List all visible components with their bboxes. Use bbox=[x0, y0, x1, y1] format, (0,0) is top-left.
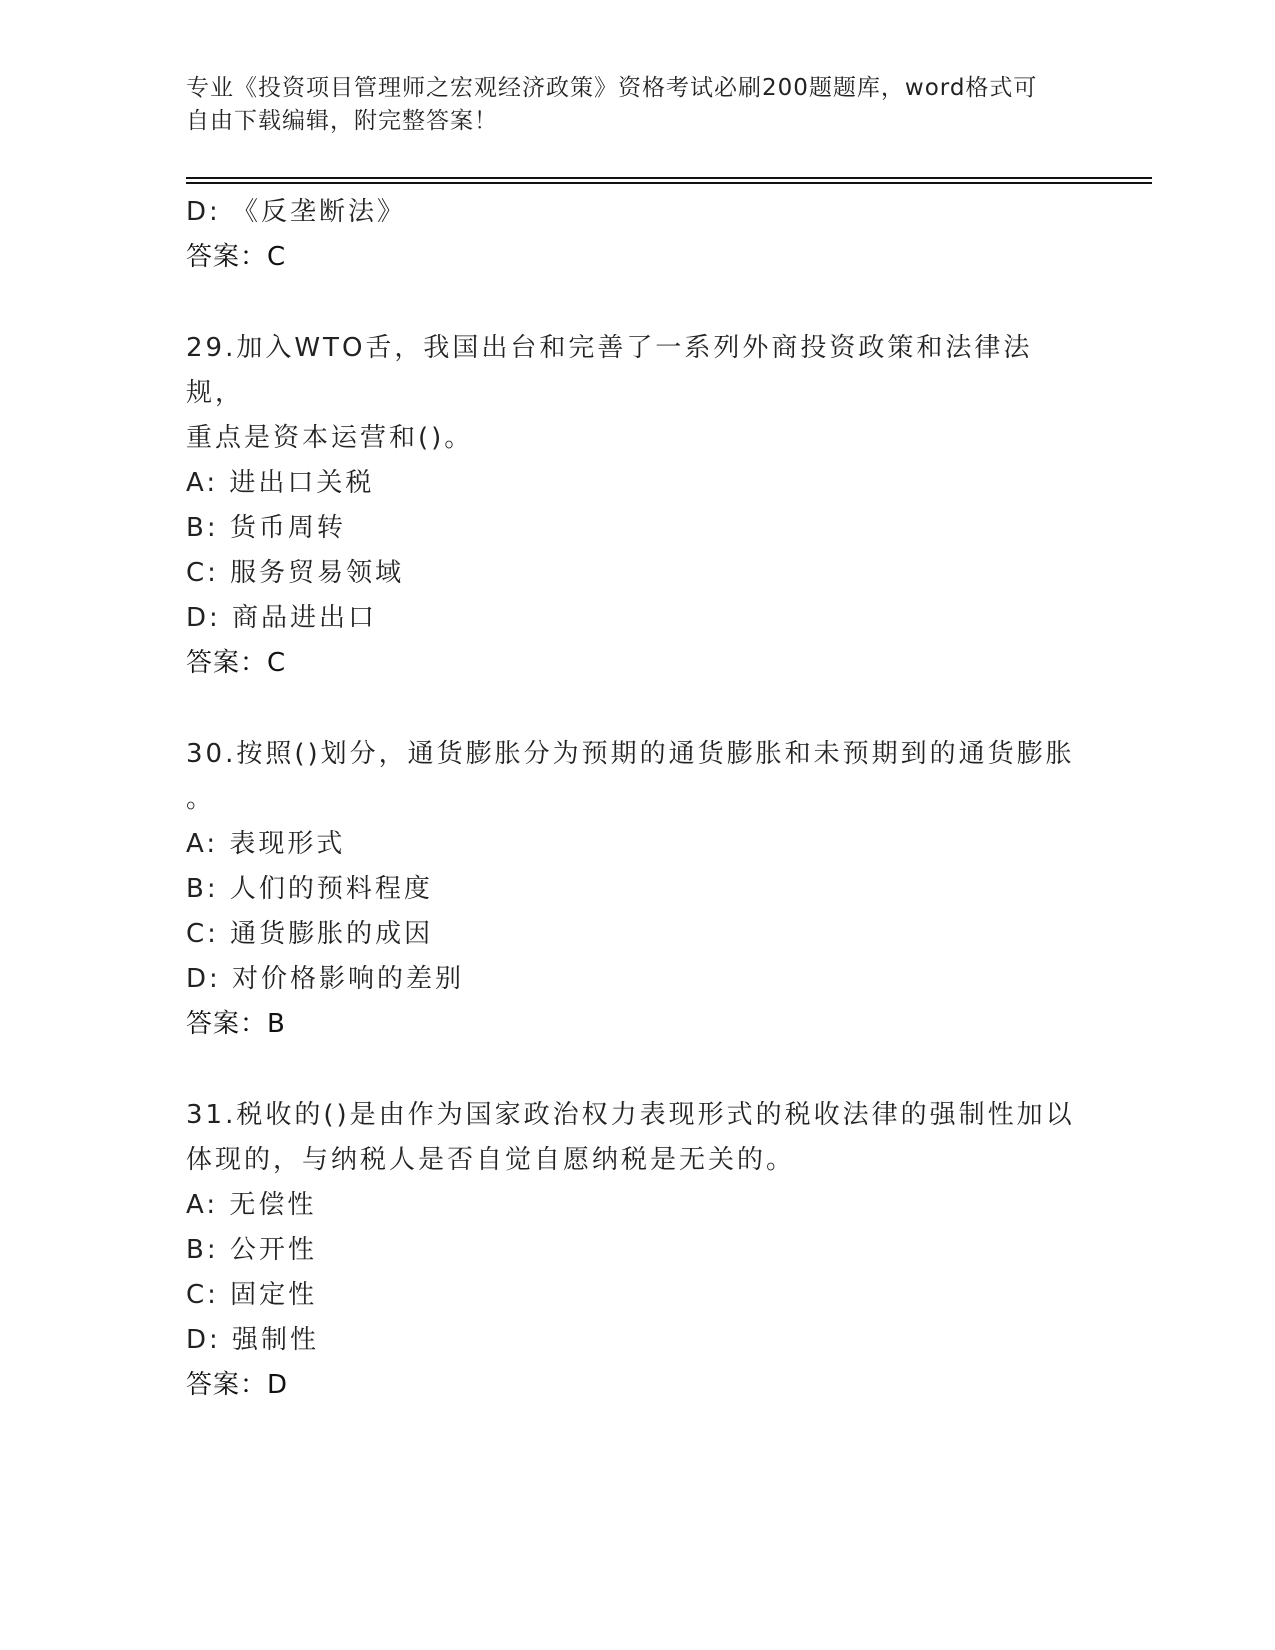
header-line-1: 专业《投资项目管理师之宏观经济政策》资格考试必刷200题题库，word格式可 bbox=[186, 75, 1038, 101]
header-divider-bottom bbox=[186, 182, 1152, 184]
document-body bbox=[186, 190, 1086, 1408]
question-block-30 bbox=[186, 732, 1086, 1047]
option-a: A: 进出口关税 bbox=[186, 468, 375, 498]
option-b: B: 货币周转 bbox=[186, 513, 346, 543]
question-block-31 bbox=[186, 1093, 1086, 1408]
answer-line: 答案：B bbox=[186, 1009, 286, 1039]
question-text-line-1: 30.按照()划分，通货膨胀分为预期的通货膨胀和未预期到的通货膨胀 bbox=[186, 739, 1075, 769]
header-divider-top bbox=[186, 177, 1152, 179]
question-text-line-2: 体现的，与纳税人是否自觉自愿纳税是无关的。 bbox=[186, 1145, 796, 1175]
option-c: C: 通货膨胀的成因 bbox=[186, 919, 434, 949]
option-d: D: 商品进出口 bbox=[186, 603, 378, 633]
option-d: D: 强制性 bbox=[186, 1325, 320, 1355]
option-a: A: 表现形式 bbox=[186, 829, 346, 859]
option-c: C: 固定性 bbox=[186, 1280, 318, 1310]
option-a: A: 无偿性 bbox=[186, 1190, 317, 1220]
question-block-28 bbox=[186, 190, 1086, 280]
option-b: B: 人们的预料程度 bbox=[186, 874, 433, 904]
answer-line: 答案：D bbox=[186, 1370, 289, 1400]
page-header bbox=[186, 72, 1066, 138]
question-text-line-1: 29.加入WTO舌，我国出台和完善了一系列外商投资政策和法律法规， bbox=[186, 333, 1033, 408]
option-d: D: 对价格影响的差别 bbox=[186, 964, 465, 994]
question-text-line-1: 31.税收的()是由作为国家政治权力表现形式的税收法律的强制性加以 bbox=[186, 1100, 1075, 1130]
option-d: D: 《反垄断法》 bbox=[186, 197, 407, 227]
question-text-line-2: 。 bbox=[186, 784, 216, 814]
header-line-2: 自由下载编辑，附完整答案！ bbox=[186, 108, 498, 134]
answer-line: 答案：C bbox=[186, 648, 287, 678]
question-text-line-2: 重点是资本运营和()。 bbox=[186, 423, 474, 453]
option-b: B: 公开性 bbox=[186, 1235, 317, 1265]
answer-line: 答案：C bbox=[186, 242, 287, 272]
question-block-29 bbox=[186, 326, 1086, 686]
option-c: C: 服务贸易领域 bbox=[186, 558, 405, 588]
